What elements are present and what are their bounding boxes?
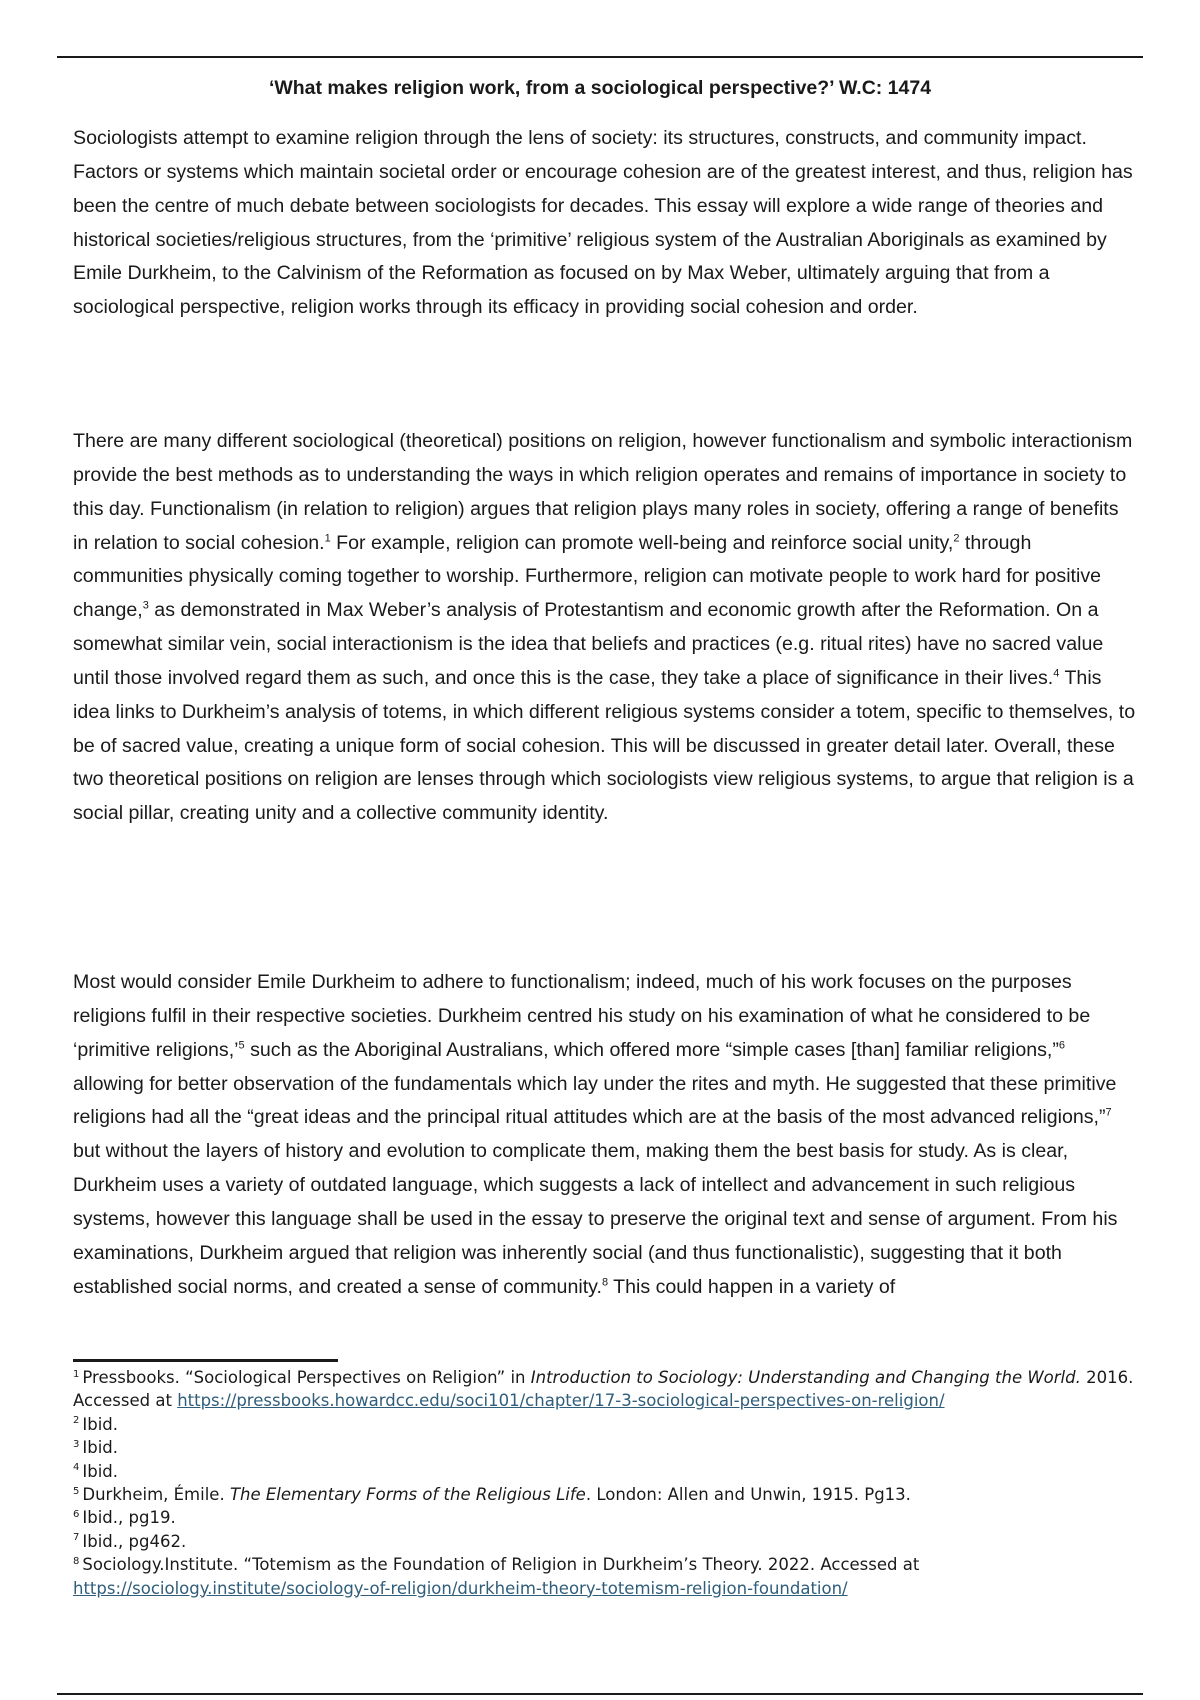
essay-title: ‘What makes religion work, from a sociological perspective?’ W.C: 1474 xyxy=(268,77,932,99)
page-top-rule xyxy=(57,56,1143,58)
paragraph-text: Sociologists attempt to examine religion through the lens of society: its structures, constructs, and community impact. Factors or systems which maintain societal order or encourage cohesion are of the greatest interest, and thus, religion has been the centre of much debate between sociologists for decades. This essay will explore a wide range of theories and historical societies/religious structures, from the ‘primitive’ religious system of the Australian Aboriginals as examined by Emile Durkheim, to the Calvinism of the Reformation as focused on by Max Weber, ultimately arguing that from a sociological perspective, religion works through its efficacy in providing social cohesion and order. xyxy=(73,127,1133,319)
footnote-7 xyxy=(73,1530,1136,1553)
paragraph-text: For example, religion can promote well-being and reinforce social unity, xyxy=(330,531,954,554)
footnote-ref-8[interactable]: 8 xyxy=(601,1276,609,1289)
paragraph-text: as demonstrated in Max Weber’s analysis of Protestantism and economic growth after the Reformation. On a somewhat similar vein, social interactionism is the idea that beliefs and practices (e.g. ritual rites) have no sacred value until those involved regard them as such, and once this is the case, they take a place of significance in their lives. xyxy=(73,599,1104,689)
footnote-number: 8 xyxy=(73,1555,80,1567)
footnote-link[interactable]: https://sociology.institute/sociology-of-religion/durkheim-theory-totemism-religion-foundation/ xyxy=(73,1578,848,1598)
footnote-work-title: The Elementary Forms of the Religious Life xyxy=(229,1485,586,1505)
footnote-number: 7 xyxy=(73,1532,80,1544)
paragraph-2 xyxy=(73,425,1136,831)
footnote-ref-6[interactable]: 6 xyxy=(1058,1039,1066,1052)
footnote-text: Durkheim, Émile. xyxy=(82,1485,230,1505)
footnote-link[interactable]: https://pressbooks.howardcc.edu/soci101/chapter/17-3-sociological-perspectives-on-religion/ xyxy=(177,1391,945,1411)
footnote-number: 2 xyxy=(73,1415,80,1427)
footnote-8 xyxy=(73,1553,1136,1600)
paragraph-1 xyxy=(73,122,1136,325)
paragraph-text: Most would consider Emile Durkheim to adhere to functionalism; indeed, much of his work focuses on the purposes religions fulfil in their respective societies. Durkheim centred his study on his examination of what he considered to be ‘primitive religions,’ xyxy=(73,971,1091,1061)
footnote-text: Ibid. xyxy=(82,1414,119,1434)
footnote-text: . London: Allen and Unwin, 1915. Pg13. xyxy=(585,1485,911,1505)
paragraph-text: There are many different sociological (theoretical) positions on religion, however functionalism and symbolic interactionism provide the best methods as to understanding the ways in which religion operates and remains of importance in society to this day. Functionalism (in relation to religion) argues that religion plays many roles in society, offering a range of benefits in relation to social cohesion. xyxy=(73,430,1133,554)
paragraph-text: This idea links to Durkheim’s analysis of totems, in which different religious systems consider a totem, specific to themselves, to be of sacred value, creating a unique form of social cohesion. This will be discussed in greater detail later. Overall, these two theoretical positions on religion are lenses through which sociologists view religious systems, to argue that religion is a social pillar, creating unity and a collective community identity. xyxy=(73,666,1136,825)
footnote-work-title: Introduction to Sociology: Understanding and Changing the World. xyxy=(530,1368,1081,1387)
paragraph-text: through communities physically coming together to worship. Furthermore, religion can motivate people to work hard for positive change, xyxy=(73,531,1102,622)
footnote-text: Ibid., pg462. xyxy=(82,1531,187,1551)
footnote-number: 1 xyxy=(73,1368,80,1380)
footnote-5 xyxy=(73,1483,1136,1506)
paragraph-text: allowing for better observation of the fundamentals which lay under the rites and myth. He suggested that these primitive religions had all the “great ideas and the principal ritual attitudes which are at the basis of the most advanced religions,” xyxy=(73,1072,1117,1129)
footnotes-section xyxy=(73,1366,1136,1600)
paragraph-text: This could happen in a variety of xyxy=(608,1275,896,1298)
footnote-number: 5 xyxy=(73,1485,80,1497)
footnote-ref-4[interactable]: 4 xyxy=(1053,667,1060,680)
footnote-text: Ibid. xyxy=(82,1438,119,1458)
footnote-text: Sociology.Institute. “Totemism as the Foundation of Religion in Durkheim’s Theory. 2022. Accessed at xyxy=(82,1555,920,1575)
footnote-separator xyxy=(73,1359,338,1362)
footnote-number: 3 xyxy=(73,1438,80,1450)
footnote-2 xyxy=(73,1413,1136,1436)
footnote-1 xyxy=(73,1366,1136,1413)
paragraph-3 xyxy=(73,966,1136,1304)
footnote-text: Ibid. xyxy=(82,1461,119,1481)
footnote-text: Pressbooks. “Sociological Perspectives on Religion” in xyxy=(82,1368,531,1387)
footnote-ref-1[interactable]: 1 xyxy=(324,532,331,544)
paragraph-text: such as the Aboriginal Australians, which offered more “simple cases [than] familiar religions,” xyxy=(244,1038,1059,1061)
footnote-4 xyxy=(73,1460,1136,1483)
page-bottom-rule xyxy=(57,1693,1143,1695)
footnote-text: 2016. Accessed at xyxy=(73,1368,1134,1411)
footnote-ref-7[interactable]: 7 xyxy=(1105,1106,1112,1119)
footnote-text: Ibid., pg19. xyxy=(82,1508,176,1528)
footnote-ref-3[interactable]: 3 xyxy=(142,599,149,612)
footnote-6 xyxy=(73,1506,1136,1529)
footnote-3 xyxy=(73,1436,1136,1459)
footnote-ref-5[interactable]: 5 xyxy=(238,1039,245,1052)
footnote-number: 6 xyxy=(73,1508,80,1520)
paragraph-text: but without the layers of history and evolution to complicate them, making them the best basis for study. As is clear, Durkheim uses a variety of outdated language, which suggests a lack of intellect and advancement in such religious systems, however this language shall be used in the essay to preserve the original text and sense of argument. From his examinations, Durkheim argued that religion was inherently social (and thus functionalistic), suggesting that it both established social norms, and created a sense of community. xyxy=(73,1140,1118,1298)
footnote-ref-2[interactable]: 2 xyxy=(953,532,960,544)
footnote-number: 4 xyxy=(73,1462,80,1474)
